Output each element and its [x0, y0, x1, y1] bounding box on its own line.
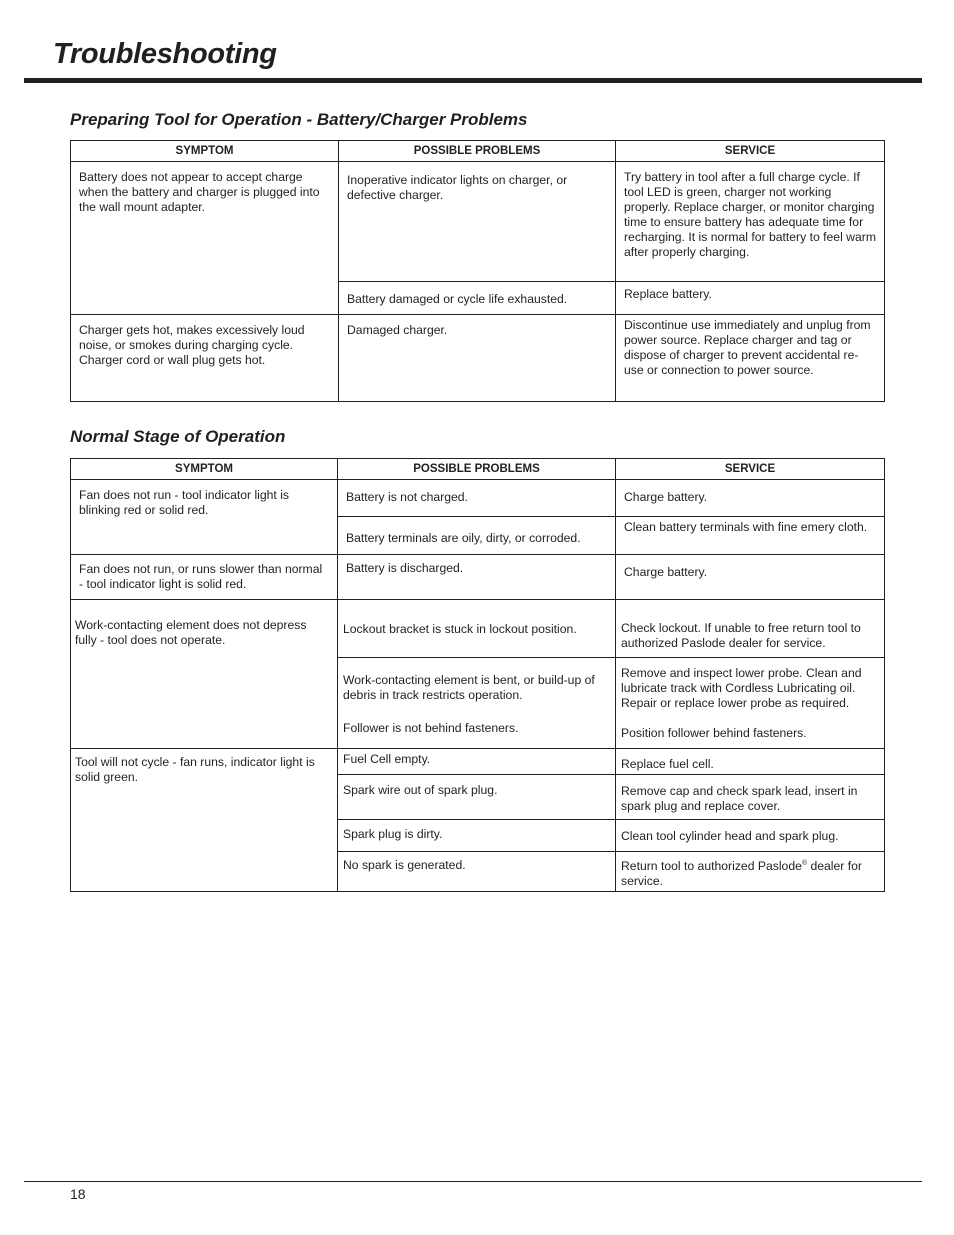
problem-cell: No spark is generated. — [338, 852, 616, 892]
service-cell: Charge battery. — [616, 555, 885, 600]
problem-cell: Spark plug is dirty. — [338, 820, 616, 852]
footer-rule — [24, 1181, 922, 1182]
column-header-possible-problems: POSSIBLE PROBLEMS — [338, 459, 616, 480]
column-header-service: SERVICE — [616, 141, 885, 162]
column-header-symptom: SYMPTOM — [71, 141, 339, 162]
service-text-end: dealer for service. — [621, 859, 862, 888]
service-cell: Discontinue use immediately and unplug from power source. Replace charger and tag or dispose of charger to prevent accidental re-use or connection to power source. — [616, 315, 885, 402]
problem-cell: Inoperative indicator lights on charger, or defective charger. — [339, 162, 616, 282]
service-text: Return tool to authorized Paslode — [621, 859, 802, 873]
service-cell: Clean tool cylinder head and spark plug. — [616, 820, 885, 852]
problem-cell — [338, 658, 616, 749]
service-text-follower: Position follower behind fasteners. — [621, 726, 807, 740]
table-row — [71, 162, 885, 282]
table-header-row — [71, 459, 885, 480]
problem-cell: Battery damaged or cycle life exhausted. — [339, 282, 616, 315]
page-number: 18 — [70, 1186, 86, 1202]
battery-charger-table — [70, 140, 885, 402]
service-cell — [616, 852, 885, 892]
table-row — [71, 480, 885, 517]
column-header-service: SERVICE — [616, 459, 885, 480]
table-row — [71, 315, 885, 402]
symptom-cell: Charger gets hot, makes excessively loud noise, or smokes during charging cycle. Charger cord or wall plug gets hot. — [71, 315, 339, 402]
problem-cell: Battery is not charged. — [338, 480, 616, 517]
service-cell: Check lockout. If unable to free return tool to authorized Paslode dealer for service. — [616, 600, 885, 658]
table-row — [71, 600, 885, 658]
symptom-cell: Battery does not appear to accept charge when the battery and charger is plugged into the wall mount adapter. — [71, 162, 339, 315]
symptom-cell: Fan does not run - tool indicator light is blinking red or solid red. — [71, 480, 338, 555]
section-heading-battery-charger: Preparing Tool for Operation - Battery/Charger Problems — [70, 110, 528, 129]
table-row — [71, 555, 885, 600]
column-header-possible-problems: POSSIBLE PROBLEMS — [339, 141, 616, 162]
table-row — [71, 749, 885, 775]
title-rule — [24, 78, 922, 83]
service-cell: Replace fuel cell. — [616, 749, 885, 775]
page-title: Troubleshooting — [53, 38, 277, 70]
service-cell: Try battery in tool after a full charge cycle. If tool LED is green, charger not working properly. Replace charger, or monitor charging time to ensure battery has adequate time for recharging. It is normal for battery to feel warm after properly charging. — [616, 162, 885, 282]
symptom-cell: Tool will not cycle - fan runs, indicator light is solid green. — [71, 749, 338, 892]
service-cell: Replace battery. — [616, 282, 885, 315]
registered-mark: ® — [801, 859, 808, 867]
problem-cell: Battery is discharged. — [338, 555, 616, 600]
service-cell — [616, 658, 885, 749]
problem-cell: Battery terminals are oily, dirty, or corroded. — [338, 517, 616, 555]
table-header-row — [71, 141, 885, 162]
problem-cell: Fuel Cell empty. — [338, 749, 616, 775]
service-cell: Remove cap and check spark lead, insert in spark plug and replace cover. — [616, 775, 885, 820]
problem-cell: Damaged charger. — [339, 315, 616, 402]
normal-operation-table — [70, 458, 885, 892]
column-header-symptom: SYMPTOM — [71, 459, 338, 480]
problem-cell: Lockout bracket is stuck in lockout position. — [338, 600, 616, 658]
service-cell: Clean battery terminals with fine emery cloth. — [616, 517, 885, 555]
service-cell: Charge battery. — [616, 480, 885, 517]
service-text: Remove and inspect lower probe. Clean and lubricate track with Cordless Lubricating oil. Repair or replace lower probe as required. — [621, 666, 862, 710]
section-heading-normal-operation: Normal Stage of Operation — [70, 427, 286, 446]
problem-text-follower: Follower is not behind fasteners. — [343, 721, 519, 735]
symptom-cell: Work-contacting element does not depress fully - tool does not operate. — [71, 600, 338, 749]
symptom-cell: Fan does not run, or runs slower than normal - tool indicator light is solid red. — [71, 555, 338, 600]
problem-text: Work-contacting element is bent, or build-up of debris in track restricts operation. — [343, 673, 595, 702]
problem-cell: Spark wire out of spark plug. — [338, 775, 616, 820]
